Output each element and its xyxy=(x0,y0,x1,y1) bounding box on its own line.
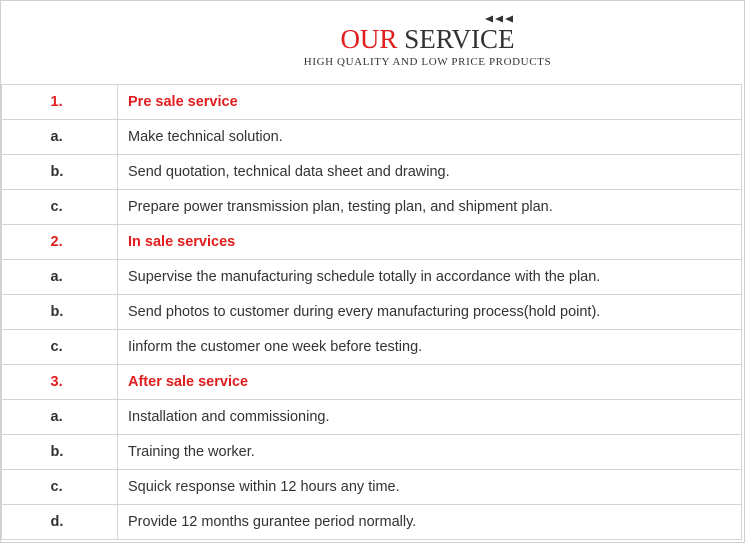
title-accent-word: OUR xyxy=(340,24,398,54)
table-row xyxy=(2,190,742,225)
row-number-cell xyxy=(2,470,118,505)
section-heading-row xyxy=(2,365,742,400)
section-heading-text: In sale services xyxy=(118,225,742,260)
table-row xyxy=(2,505,742,540)
row-text: Installation and commissioning. xyxy=(118,400,742,435)
row-text: Send photos to customer during every manufacturing process(hold point). xyxy=(118,295,742,330)
row-number-cell xyxy=(2,505,118,540)
row-text: Send quotation, technical data sheet and drawing. xyxy=(118,155,742,190)
row-number-cell xyxy=(2,120,118,155)
table-row xyxy=(2,330,742,365)
row-number-cell xyxy=(2,85,118,120)
row-number-cell xyxy=(2,295,118,330)
row-number-cell xyxy=(2,260,118,295)
row-number: a. xyxy=(50,409,63,425)
section-heading-row xyxy=(2,85,742,120)
section-heading-row xyxy=(2,225,742,260)
service-table xyxy=(1,84,742,540)
section-heading-text: Pre sale service xyxy=(118,85,742,120)
row-number-cell xyxy=(2,435,118,470)
row-number: d. xyxy=(50,514,64,530)
row-number-cell xyxy=(2,225,118,260)
row-number-cell xyxy=(2,190,118,225)
row-number: 1. xyxy=(50,94,63,110)
row-text: Prepare power transmission plan, testing plan, and shipment plan. xyxy=(118,190,742,225)
row-text: Training the worker. xyxy=(118,435,742,470)
row-number: b. xyxy=(50,304,64,320)
row-number: a. xyxy=(50,269,63,285)
row-text: Provide 12 months gurantee period normally. xyxy=(118,505,742,540)
table-row xyxy=(2,155,742,190)
row-number: 2. xyxy=(50,234,63,250)
row-number: c. xyxy=(50,479,63,495)
row-number: c. xyxy=(50,339,63,355)
section-header xyxy=(1,1,744,84)
row-text: Iinform the customer one week before testing. xyxy=(118,330,742,365)
row-number-cell xyxy=(2,400,118,435)
page-subtitle: HIGH QUALITY AND LOW PRICE PRODUCTS xyxy=(303,56,552,68)
section-heading-text: After sale service xyxy=(118,365,742,400)
row-text: Squick response within 12 hours any time. xyxy=(118,470,742,505)
table-row xyxy=(2,470,742,505)
table-row xyxy=(2,400,742,435)
row-text: Supervise the manufacturing schedule totally in accordance with the plan. xyxy=(118,260,742,295)
row-number: b. xyxy=(50,444,64,460)
title-main-word: SERVICE xyxy=(404,24,515,54)
table-row xyxy=(2,295,742,330)
row-number: c. xyxy=(50,199,63,215)
row-number: a. xyxy=(50,129,63,145)
row-number: 3. xyxy=(50,374,63,390)
row-number-cell xyxy=(2,330,118,365)
row-number: b. xyxy=(50,164,64,180)
triple-arrow-left-icon xyxy=(485,15,515,23)
page-title xyxy=(1,23,744,55)
row-text: Make technical solution. xyxy=(118,120,742,155)
row-number-cell xyxy=(2,365,118,400)
table-row xyxy=(2,260,742,295)
row-number-cell xyxy=(2,155,118,190)
table-row xyxy=(2,435,742,470)
table-row xyxy=(2,120,742,155)
